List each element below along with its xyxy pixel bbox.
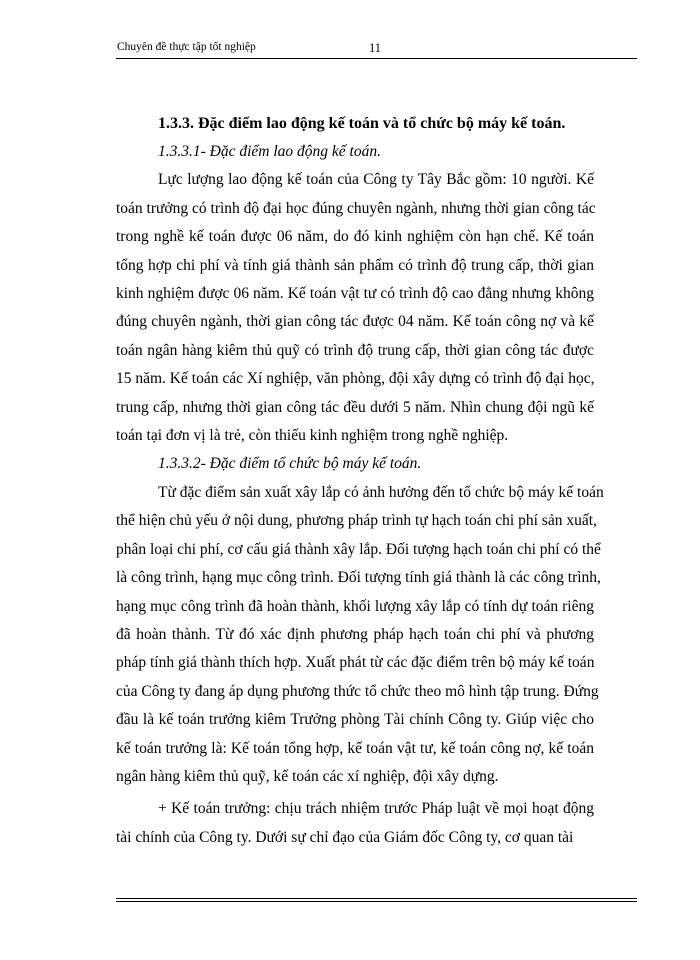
- text-line: 15 năm. Kế toán các Xí nghiệp, văn phòng, đội xây dựng có trình độ đại học,: [116, 370, 595, 388]
- subsection-title-2: 1.3.3.2- Đặc điểm tổ chức bộ máy kế toán.: [158, 455, 422, 473]
- paragraph-organization: [116, 479, 604, 791]
- text-line: đã hoàn thành. Từ đó xác định phương pháp hạch toán chi phí và phương: [116, 625, 594, 643]
- text-line: tài chính của Công ty. Dưới sự chỉ đạo của Giám đốc Công ty, cơ quan tài: [116, 828, 574, 846]
- paragraph-chief-accountant: [116, 795, 594, 852]
- paragraph-labor: [116, 166, 594, 450]
- text-line: pháp tính giá thành thích hợp. Xuất phát từ các đặc điểm trên bộ máy kế toán: [116, 654, 595, 672]
- text-line: đúng chuyên ngành, thời gian công tác được 04 năm. Kế toán công nợ và kế: [116, 313, 594, 331]
- text-line: trong nghề kế toán được 06 năm, do đó kinh nghiệm còn hạn chế. Kế toán: [116, 228, 594, 246]
- text-line: hạng mục công trình đã hoàn thành, khối lượng xây lắp có tính dự toán riêng: [116, 597, 594, 615]
- text-line: ngân hàng kiêm thủ quỹ, kế toán các xí nghiệp, đội xây dựng.: [116, 767, 499, 785]
- subsection-title-1: 1.3.3.1- Đặc điểm lao động kế toán.: [158, 143, 381, 160]
- text-line: Lực lượng lao động kế toán của Công ty Tây Bắc gồm: 10 người. Kế: [158, 171, 594, 189]
- text-line: đầu là kế toán trưởng kiêm Trưởng phòng Tài chính Công ty. Giúp việc cho: [116, 711, 594, 729]
- text-line: phân loại chi phí, cơ cấu giá thành xây lắp. Đối tượng hạch toán chi phí có thể: [116, 540, 601, 558]
- text-line: tổng hợp chi phí và tính giá thành sản phẩm có trình độ trung cấp, thời gian: [116, 256, 594, 274]
- text-line: Từ đặc điểm sản xuất xây lắp có ảnh hưởng đến tổ chức bộ máy kế toán: [158, 483, 604, 501]
- text-line: của Công ty đang áp dụng phương thức tổ chức theo mô hình tập trung. Đứng: [116, 682, 599, 700]
- text-line: toán ngân hàng kiêm thủ quỹ có trình độ trung cấp, thời gian công tác được: [116, 341, 594, 359]
- page-number: 11: [369, 41, 382, 55]
- text-line: trung cấp, nhưng thời gian công tác đều dưới 5 năm. Nhìn chung đội ngũ kế: [116, 398, 594, 416]
- text-line: kinh nghiệm được 06 năm. Kế toán vật tư có trình độ cao đẳng nhưng không: [116, 285, 594, 303]
- page-header: [116, 40, 637, 59]
- text-line: là công trình, hạng mục công trình. Đối tượng tính giá thành là các công trình,: [116, 569, 601, 587]
- header-title: Chuyên đề thực tập tốt nghiệp: [117, 41, 256, 53]
- text-line: + Kế toán trưởng: chịu trách nhiệm trước Pháp luật về mọi hoạt động: [158, 800, 594, 818]
- section-heading: 1.3.3. Đặc điểm lao động kế toán và tổ chức bộ máy kế toán.: [158, 115, 566, 132]
- document-body: [116, 110, 636, 852]
- text-line: thể hiện chủ yếu ở nội dung, phương pháp trình tự hạch toán chi phí sản xuất,: [116, 512, 597, 530]
- text-line: kế toán trưởng là: Kế toán tổng hợp, kế toán vật tư, kế toán công nợ, kế toán: [116, 739, 594, 757]
- text-line: toán trưởng có trình độ đại học đúng chuyên ngành, nhưng thời gian công tác: [116, 199, 596, 217]
- footer-rule: [116, 898, 637, 902]
- text-line: toán tại đơn vị là trẻ, còn thiếu kinh nghiệm trong nghề nghiệp.: [116, 427, 509, 445]
